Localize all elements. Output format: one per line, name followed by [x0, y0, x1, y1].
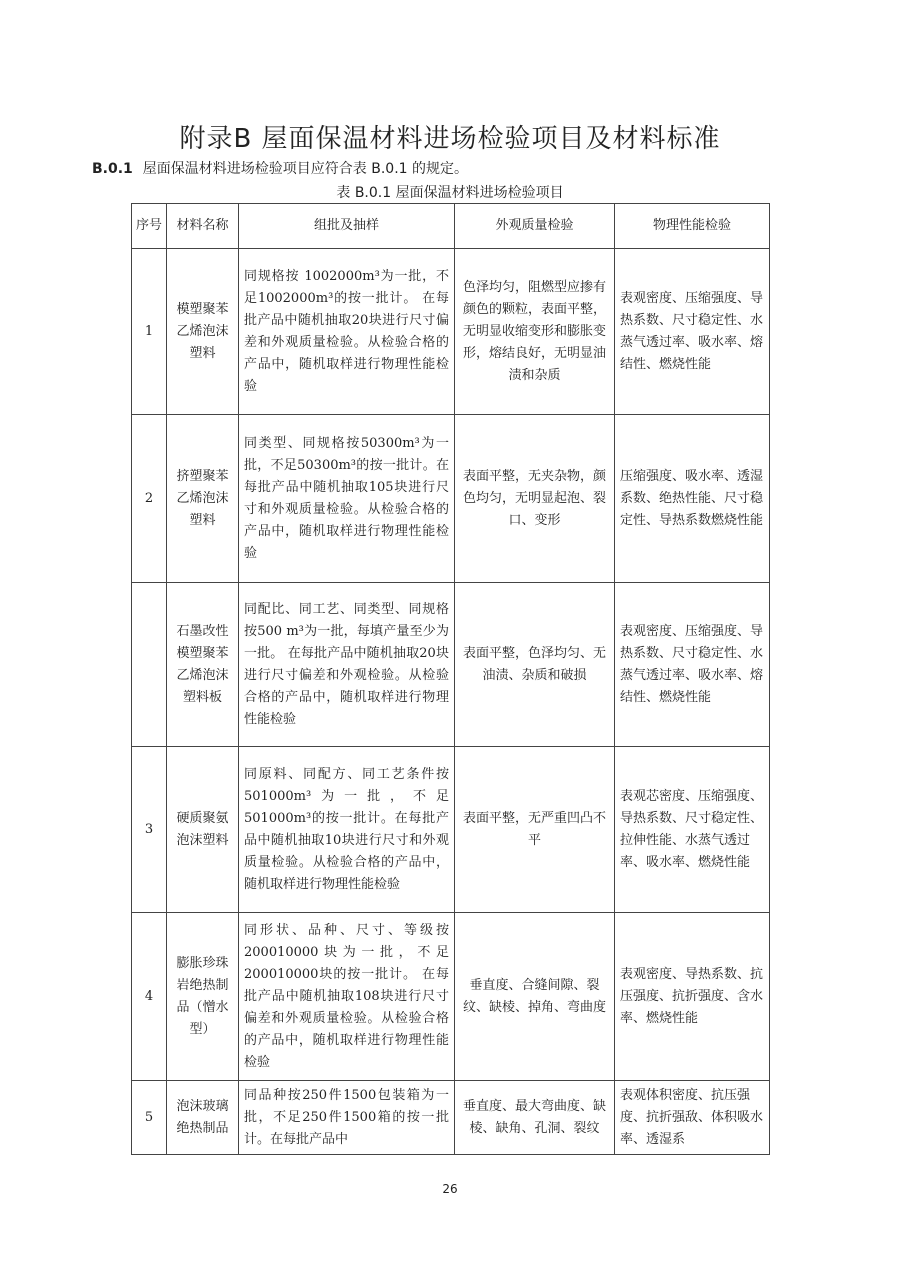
header-material-name: 材料名称 — [167, 204, 239, 249]
physical-inspection: 表观芯密度、压缩强度、导热系数、尺寸稳定性、拉伸性能、水蒸气透过率、吸水率、燃烧性能 — [615, 747, 770, 913]
clause-text: 屋面保温材料进场检验项目应符合表 B.0.1 的规定。 — [142, 161, 469, 177]
table-header-row — [132, 204, 770, 249]
material-name: 石墨改性模塑聚苯乙烯泡沫塑料板 — [167, 583, 239, 747]
appearance-inspection: 表面平整，无严重凹凸不平 — [455, 747, 615, 913]
batch-sampling: 同类型、同规格按50300m³为一批，不足50300m³的按一批计。在每批产品中随机抽取105块进行尺寸和外观质量检验。从检验合格的产品中，随机取样进行物理性能检验 — [239, 415, 455, 583]
header-batch-sampling: 组批及抽样 — [239, 204, 455, 249]
header-appearance-inspection: 外观质量检验 — [455, 204, 615, 249]
row-number: 5 — [132, 1081, 167, 1155]
appearance-inspection: 垂直度、最大弯曲度、缺棱、缺角、孔洞、裂纹 — [455, 1081, 615, 1155]
material-name: 泡沫玻璃绝热制品 — [167, 1081, 239, 1155]
row-number: 1 — [132, 249, 167, 415]
table-row — [132, 913, 770, 1081]
appearance-inspection: 表面平整，色泽均匀、无油渍、杂质和破损 — [455, 583, 615, 747]
material-name: 硬质聚氨泡沫塑料 — [167, 747, 239, 913]
row-number: 4 — [132, 913, 167, 1081]
table-row — [132, 583, 770, 747]
clause-number: B.0.1 — [92, 161, 133, 177]
appearance-inspection: 表面平整，无夹杂物，颜色均匀，无明显起泡、裂口、变形 — [455, 415, 615, 583]
batch-sampling: 同原料、同配方、同工艺条件按501000m³为一批，不足501000m³的按一批计。在每批产品中随机抽取10块进行尺寸和外观质量检验。从检验合格的产品中，随机取样进行物理性能检验 — [239, 747, 455, 913]
material-name: 挤塑聚苯乙烯泡沫塑料 — [167, 415, 239, 583]
batch-sampling: 同规格按 1002000m³为一批，不足1002000m³的按一批计。 在每批产品中随机抽取20块进行尺寸偏差和外观质量检验。从检验合格的产品中，随机取样进行物理性能检验 — [239, 249, 455, 415]
batch-sampling: 同形状、品种、尺寸、等级按200010000块为一批，不足200010000块的按一批计。 在每批产品中随机抽取108块进行尺寸偏差和外观质量检验。从检验合格的产品中，随机取样进行物理性能检验 — [239, 913, 455, 1081]
table-row — [132, 1081, 770, 1155]
header-physical-inspection: 物理性能检验 — [615, 204, 770, 249]
row-number: 2 — [132, 415, 167, 583]
row-number — [132, 583, 167, 747]
appearance-inspection: 垂直度、合缝间隙、裂纹、缺棱、掉角、弯曲度 — [455, 913, 615, 1081]
physical-inspection: 表观体积密度、抗压强度、抗折强敌、体积吸水率、透湿系 — [615, 1081, 770, 1155]
physical-inspection: 压缩强度、吸水率、透湿系数、绝热性能、尺寸稳定性、导热系数燃烧性能 — [615, 415, 770, 583]
batch-sampling: 同品种按250件1500包装箱为一批，不足250件1500箱的按一批计。在每批产品中 — [239, 1081, 455, 1155]
physical-inspection: 表观密度、压缩强度、导热系数、尺寸稳定性、水蒸气透过率、吸水率、熔结性、燃烧性能 — [615, 583, 770, 747]
clause-paragraph — [92, 158, 468, 178]
header-number: 序号 — [132, 204, 167, 249]
table-row — [132, 415, 770, 583]
table-row — [132, 747, 770, 913]
page-title: 附录B 屋面保温材料进场检验项目及材料标准 — [179, 124, 721, 154]
row-number: 3 — [132, 747, 167, 913]
appearance-inspection: 色泽均匀，阻燃型应掺有颜色的颗粒，表面平整，无明显收缩变形和膨胀变形，熔结良好，无明显油渍和杂质 — [455, 249, 615, 415]
page-number: 26 — [442, 1182, 458, 1196]
material-name: 模塑聚苯乙烯泡沫塑料 — [167, 249, 239, 415]
physical-inspection: 表观密度、导热系数、抗压强度、抗折强度、含水率、燃烧性能 — [615, 913, 770, 1081]
physical-inspection: 表观密度、压缩强度、导热系数、尺寸稳定性、水蒸气透过率、吸水率、熔结性、燃烧性能 — [615, 249, 770, 415]
material-name: 膨胀珍珠岩绝热制品（憎水型） — [167, 913, 239, 1081]
batch-sampling: 同配比、同工艺、同类型、同规格按500 m³为一批，每填产量至少为一批。 在每批产品中随机抽取20块进行尺寸偏差和外观检验。从检验合格的产品中，随机取样进行物理性能检验 — [239, 583, 455, 747]
table-caption: 表 B.0.1 屋面保温材料进场检验项目 — [336, 185, 564, 201]
inspection-table — [131, 203, 770, 1155]
table-row — [132, 249, 770, 415]
